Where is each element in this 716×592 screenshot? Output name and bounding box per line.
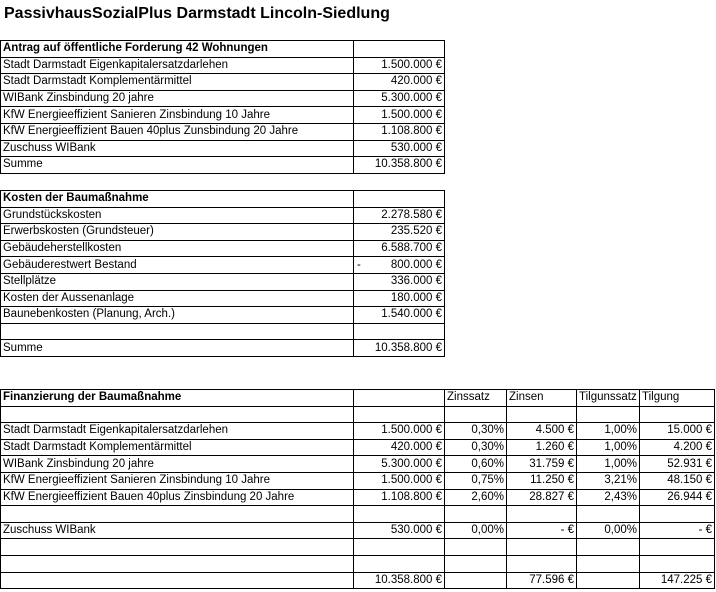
- row-label[interactable]: Kosten der Aussenanlage: [1, 290, 354, 307]
- table-row: [1, 74, 445, 91]
- empty-cell[interactable]: [507, 539, 577, 556]
- row-label[interactable]: Gebäudeherstellkosten: [1, 240, 354, 257]
- row-amount[interactable]: 5.300.000 €: [354, 456, 445, 473]
- finanzierung-table: [0, 389, 715, 589]
- empty-cell[interactable]: [640, 406, 715, 423]
- row-value[interactable]: [354, 224, 445, 241]
- row-value[interactable]: 530.000 €: [354, 140, 445, 157]
- column-header[interactable]: Tilgunssatz: [577, 390, 640, 407]
- section-header-row: [1, 390, 715, 407]
- row-zinsen[interactable]: 11.250 €: [507, 472, 577, 489]
- row-tilgungssatz[interactable]: 1,00%: [577, 423, 640, 440]
- sum-value[interactable]: 10.358.800 €: [354, 340, 445, 357]
- row-label[interactable]: Gebäuderestwert Bestand: [1, 257, 354, 274]
- table-row: [1, 157, 445, 174]
- row-value[interactable]: 1.500.000 €: [354, 57, 445, 74]
- row-tilgung[interactable]: 26.944 €: [640, 489, 715, 506]
- row-zinsen[interactable]: - €: [507, 522, 577, 539]
- empty-row: [1, 506, 715, 523]
- empty-row: [1, 539, 715, 556]
- empty-cell[interactable]: [445, 539, 507, 556]
- empty-cell[interactable]: [1, 406, 354, 423]
- row-value[interactable]: 420.000 €: [354, 74, 445, 91]
- total-zinsen[interactable]: 77.596 €: [507, 572, 577, 589]
- empty-cell[interactable]: [640, 555, 715, 572]
- empty-cell[interactable]: [577, 406, 640, 423]
- zuschuss-row: [1, 522, 715, 539]
- row-value[interactable]: [354, 307, 445, 324]
- row-amount[interactable]: 420.000 €: [354, 439, 445, 456]
- row-value[interactable]: [354, 257, 445, 274]
- row-tilgungssatz[interactable]: 0,00%: [577, 522, 640, 539]
- sheet-title: PassivhausSozialPlus Darmstadt Lincoln-Siedlung: [4, 5, 390, 22]
- row-label[interactable]: Stadt Darmstadt Eigenkapitalersatzdarlehen: [1, 423, 354, 440]
- row-zinsen[interactable]: 1.260 €: [507, 439, 577, 456]
- empty-cell[interactable]: [354, 390, 445, 407]
- empty-cell[interactable]: [577, 539, 640, 556]
- empty-cell[interactable]: [1, 572, 354, 589]
- empty-cell[interactable]: [577, 555, 640, 572]
- table-row: [1, 240, 445, 257]
- row-label[interactable]: Zuschuss WIBank: [1, 522, 354, 539]
- column-header[interactable]: Zinssatz: [445, 390, 507, 407]
- table-row: [1, 290, 445, 307]
- row-zinsen[interactable]: 4.500 €: [507, 423, 577, 440]
- section-header-row: [1, 191, 445, 208]
- row-label[interactable]: KfW Energieeffizient Bauen 40plus Zinsbindung 20 Jahre: [1, 489, 354, 506]
- empty-cell[interactable]: [445, 506, 507, 523]
- empty-row: [1, 406, 715, 423]
- table-row: [1, 140, 445, 157]
- row-value[interactable]: [354, 240, 445, 257]
- row-amount[interactable]: 1.500.000 €: [354, 423, 445, 440]
- foerderung-table: [0, 40, 445, 174]
- empty-cell[interactable]: [1, 555, 354, 572]
- table-row: [1, 90, 445, 107]
- empty-cell[interactable]: [507, 555, 577, 572]
- empty-cell[interactable]: [354, 539, 445, 556]
- row-tilgung[interactable]: 52.931 €: [640, 456, 715, 473]
- row-zinssatz[interactable]: 0,30%: [445, 439, 507, 456]
- row-tilgungssatz[interactable]: 3,21%: [577, 472, 640, 489]
- column-header[interactable]: Zinsen: [507, 390, 577, 407]
- empty-cell[interactable]: [354, 555, 445, 572]
- empty-row: [1, 555, 715, 572]
- row-amount[interactable]: 1.108.800 €: [354, 489, 445, 506]
- table-row: [1, 273, 445, 290]
- row-label[interactable]: Grundstückskosten: [1, 207, 354, 224]
- row-label[interactable]: Stellplätze: [1, 273, 354, 290]
- sum-row: [1, 340, 445, 357]
- table-row: [1, 423, 715, 440]
- empty-cell[interactable]: [354, 323, 445, 340]
- row-label[interactable]: Stadt Darmstadt Komplementärmittel: [1, 439, 354, 456]
- row-label[interactable]: WIBank Zinsbindung 20 jahre: [1, 90, 354, 107]
- empty-cell[interactable]: [445, 555, 507, 572]
- section-header-row: [1, 41, 445, 58]
- row-tilgungssatz[interactable]: 2,43%: [577, 489, 640, 506]
- baukosten-table: [0, 190, 445, 357]
- row-label[interactable]: Zuschuss WIBank: [1, 140, 354, 157]
- row-value[interactable]: 5.300.000 €: [354, 90, 445, 107]
- row-value[interactable]: 1.108.800 €: [354, 123, 445, 140]
- row-amount[interactable]: 530.000 €: [354, 522, 445, 539]
- row-tilgungssatz[interactable]: 1,00%: [577, 439, 640, 456]
- value-text: 180.000 €: [390, 291, 442, 304]
- table-row: [1, 439, 715, 456]
- row-label[interactable]: Stadt Darmstadt Eigenkapitalersatzdarlehen: [1, 57, 354, 74]
- row-tilgung[interactable]: 15.000 €: [640, 423, 715, 440]
- table-row: [1, 224, 445, 241]
- empty-cell[interactable]: [577, 506, 640, 523]
- row-amount[interactable]: 1.500.000 €: [354, 472, 445, 489]
- empty-cell[interactable]: [507, 506, 577, 523]
- row-value[interactable]: [354, 290, 445, 307]
- sum-label[interactable]: Summe: [1, 340, 354, 357]
- empty-cell[interactable]: [354, 41, 445, 58]
- row-label[interactable]: KfW Energieeffizient Sanieren Zinsbindung 10 Jahre: [1, 107, 354, 124]
- row-label[interactable]: WIBank Zinsbindung 20 jahre: [1, 456, 354, 473]
- row-tilgung[interactable]: 48.150 €: [640, 472, 715, 489]
- row-value[interactable]: [354, 207, 445, 224]
- table-row: [1, 107, 445, 124]
- section-header[interactable]: Antrag auf öffentliche Forderung 42 Wohnungen: [1, 41, 354, 58]
- row-tilgung[interactable]: - €: [640, 522, 715, 539]
- row-zinsen[interactable]: 31.759 €: [507, 456, 577, 473]
- row-zinssatz[interactable]: 0,30%: [445, 423, 507, 440]
- empty-cell[interactable]: [1, 323, 354, 340]
- empty-cell[interactable]: [507, 406, 577, 423]
- row-zinsen[interactable]: 28.827 €: [507, 489, 577, 506]
- empty-row: [1, 323, 445, 340]
- row-zinssatz[interactable]: 2,60%: [445, 489, 507, 506]
- row-label[interactable]: Summe: [1, 157, 354, 174]
- table-row: [1, 57, 445, 74]
- total-tilgung[interactable]: 147.225 €: [640, 572, 715, 589]
- row-value[interactable]: [354, 273, 445, 290]
- row-value[interactable]: 10.358.800 €: [354, 157, 445, 174]
- value-text: 1.540.000 €: [381, 308, 442, 321]
- section-header[interactable]: Kosten der Baumaßnahme: [1, 191, 354, 208]
- empty-cell[interactable]: [1, 539, 354, 556]
- row-zinssatz[interactable]: 0,75%: [445, 472, 507, 489]
- empty-cell[interactable]: [354, 191, 445, 208]
- empty-cell[interactable]: [445, 572, 507, 589]
- table-row: [1, 207, 445, 224]
- row-label[interactable]: Baunebenkosten (Planung, Arch.): [1, 307, 354, 324]
- table-row: [1, 489, 715, 506]
- table-row: [1, 472, 715, 489]
- table-row: [1, 456, 715, 473]
- row-tilgung[interactable]: 4.200 €: [640, 439, 715, 456]
- section-header[interactable]: Finanzierung der Baumaßnahme: [1, 390, 354, 407]
- value-text: 336.000 €: [390, 275, 442, 288]
- value-text: 2.278.580 €: [381, 208, 442, 221]
- value-text: 800.000 €: [390, 258, 442, 271]
- empty-cell[interactable]: [445, 406, 507, 423]
- empty-cell[interactable]: [1, 506, 354, 523]
- table-row: [1, 307, 445, 324]
- row-label[interactable]: Erwerbskosten (Grundsteuer): [1, 224, 354, 241]
- total-row: [1, 572, 715, 589]
- empty-cell[interactable]: [354, 406, 445, 423]
- total-amount[interactable]: 10.358.800 €: [354, 572, 445, 589]
- value-text: 235.520 €: [390, 225, 442, 238]
- empty-cell[interactable]: [640, 539, 715, 556]
- minus-sign: -: [357, 258, 361, 271]
- row-tilgungssatz[interactable]: 1,00%: [577, 456, 640, 473]
- table-row: [1, 257, 445, 274]
- empty-cell[interactable]: [640, 506, 715, 523]
- value-text: 6.588.700 €: [381, 242, 442, 255]
- table-row: [1, 123, 445, 140]
- row-zinssatz[interactable]: 0,00%: [445, 522, 507, 539]
- row-label[interactable]: KfW Energieeffizient Sanieren Zinsbindung 10 Jahre: [1, 472, 354, 489]
- row-zinssatz[interactable]: 0,60%: [445, 456, 507, 473]
- row-label[interactable]: Stadt Darmstadt Komplementärmittel: [1, 74, 354, 91]
- row-label[interactable]: KfW Energieeffizient Bauen 40plus Zunsbindung 20 Jahre: [1, 123, 354, 140]
- column-header[interactable]: Tilgung: [640, 390, 715, 407]
- empty-cell[interactable]: [577, 572, 640, 589]
- row-value[interactable]: 1.500.000 €: [354, 107, 445, 124]
- empty-cell[interactable]: [354, 506, 445, 523]
